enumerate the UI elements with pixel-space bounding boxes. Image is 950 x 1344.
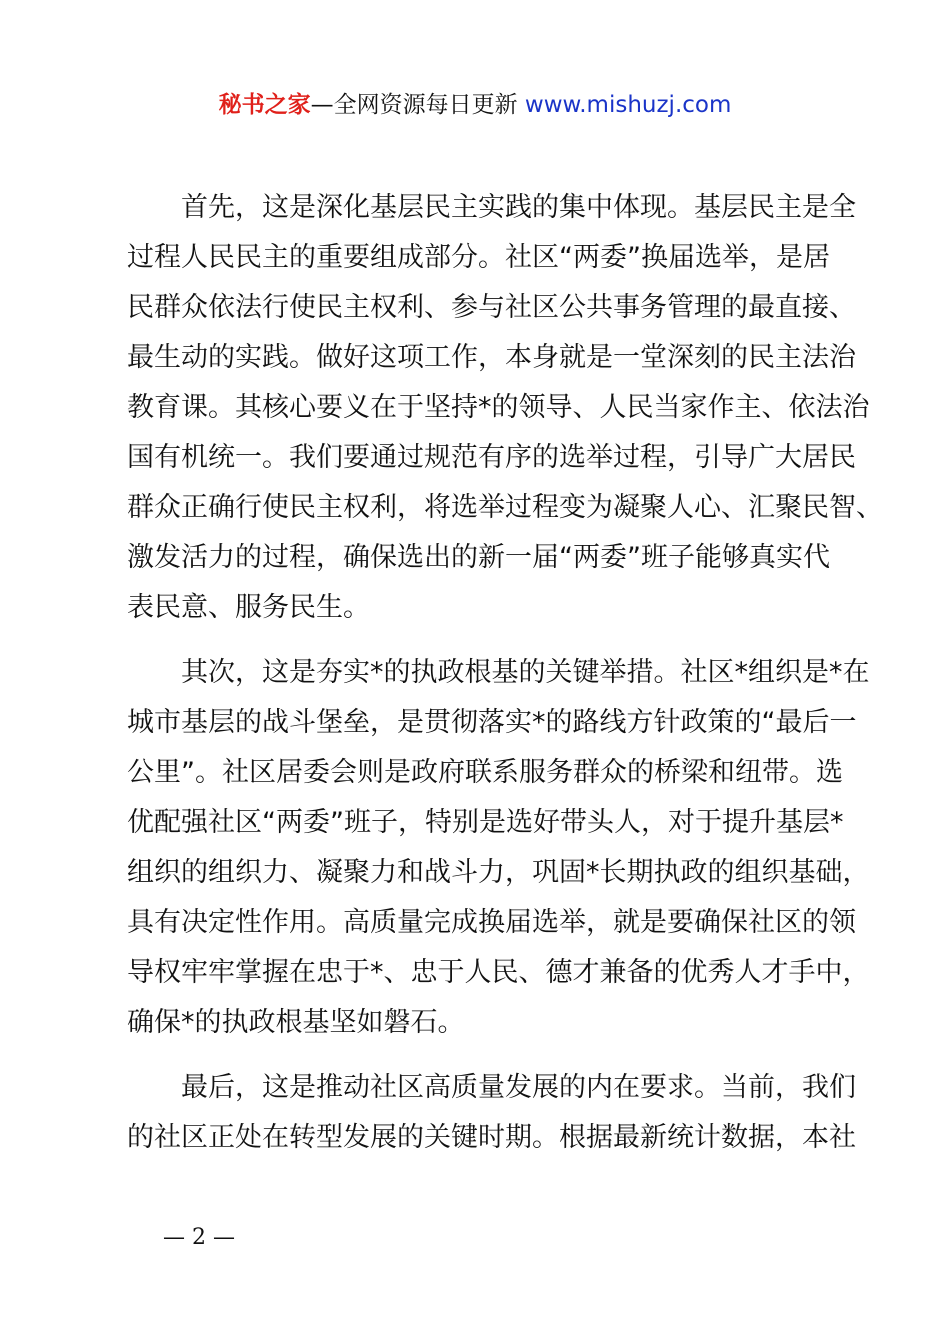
paragraph-second (127, 648, 870, 1048)
text-line: 民群众依法行使民主权利、参与社区公共事务管理的最直接、 (127, 292, 856, 323)
text-line: 优配强社区“两委”班子，特别是选好带头人，对于提升基层* (127, 807, 844, 838)
site-slogan: —全网资源每日更新 (310, 92, 518, 118)
brand-name: 秘书之家 (218, 92, 311, 118)
text-line: 国有机统一。我们要通过规范有序的选举过程，引导广大居民 (127, 442, 856, 473)
paragraph-first (127, 183, 883, 633)
text-line: 激发活力的过程，确保选出的新一届“两委”班子能够真实代 (127, 542, 830, 573)
site-header (0, 88, 950, 122)
page-number: — 2 — (163, 1225, 235, 1250)
text-line: 组织的组织力、凝聚力和战斗力，巩固*长期执政的组织基础， (127, 857, 870, 888)
text-line: 首先，这是深化基层民主实践的集中体现。基层民主是全 (181, 192, 856, 223)
text-line: 公里”。社区居委会则是政府联系服务群众的桥梁和纽带。选 (127, 757, 843, 788)
text-line: 城市基层的战斗堡垒，是贯彻落实*的路线方针政策的“最后一 (127, 707, 857, 738)
text-line: 其次，这是夯实*的执政根基的关键举措。社区*组织是*在 (181, 657, 870, 688)
paragraph-third (127, 1063, 856, 1163)
text-line: 群众正确行使民主权利，将选举过程变为凝聚人心、汇聚民智、 (127, 492, 883, 523)
text-line: 过程人民民主的重要组成部分。社区“两委”换届选举，是居 (127, 242, 830, 273)
text-line: 教育课。其核心要义在于坚持*的领导、人民当家作主、依法治 (127, 392, 870, 423)
site-url-link[interactable]: www.mishuzj.com (524, 92, 732, 118)
text-line: 最生动的实践。做好这项工作，本身就是一堂深刻的民主法治 (127, 342, 856, 373)
text-line: 表民意、服务民生。 (127, 592, 370, 623)
text-line: 导权牢牢掌握在忠于*、忠于人民、德才兼备的优秀人才手中， (127, 957, 870, 988)
text-line: 具有决定性作用。高质量完成换届选举，就是要确保社区的领 (127, 907, 856, 938)
text-line: 最后，这是推动社区高质量发展的内在要求。当前，我们 (181, 1072, 856, 1103)
text-line: 确保*的执政根基坚如磐石。 (127, 1007, 465, 1038)
text-line: 的社区正处在转型发展的关键时期。根据最新统计数据，本社 (127, 1122, 856, 1153)
document-body (127, 183, 883, 1178)
